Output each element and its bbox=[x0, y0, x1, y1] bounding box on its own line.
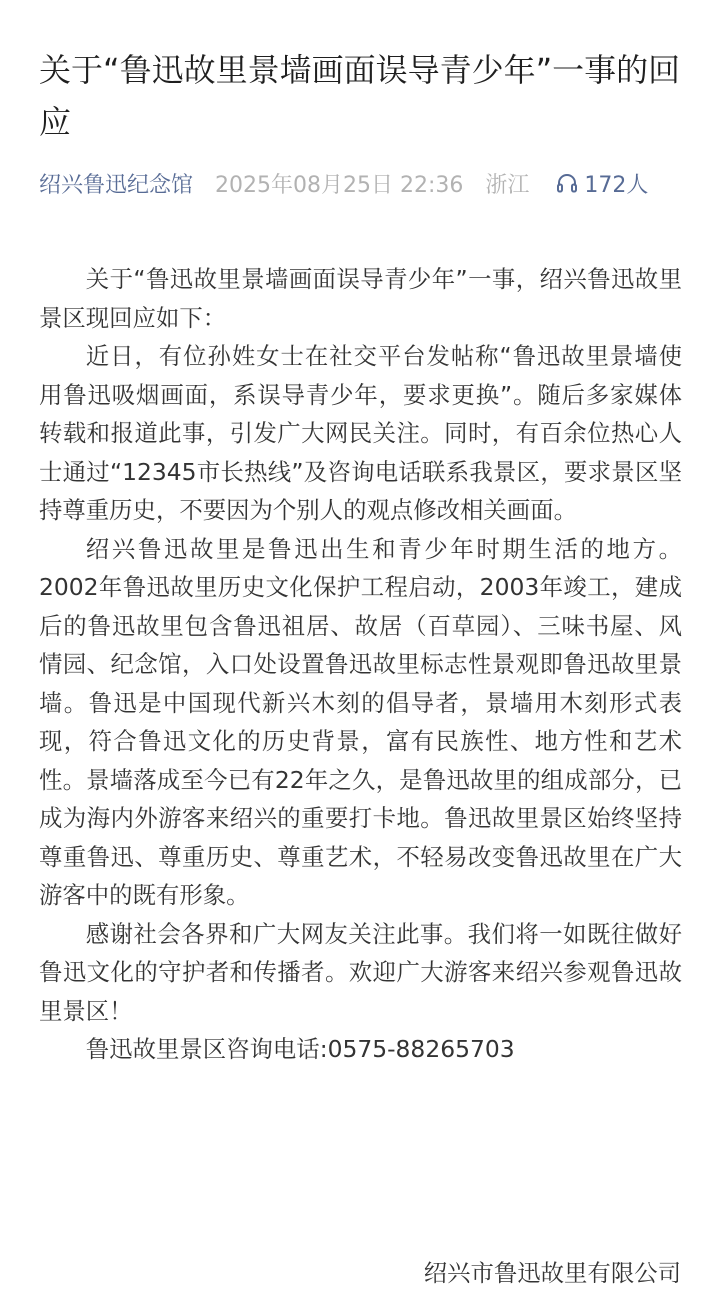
article-meta bbox=[39, 164, 648, 202]
paragraph: 近日，有位孙姓女士在社交平台发帖称“鲁迅故里景墙使用鲁迅吸烟画面，系误导青少年，要求更换”。随后多家媒体转载和报道此事，引发广大网民关注。同时，有百余位热心人士通过“12345市长热线”及咨询电话联系我景区，要求景区坚持尊重历史，不要因为个别人的观点修改相关画面。 bbox=[39, 342, 682, 524]
contact-phone: 鲁迅故里景区咨询电话:0575-88265703 bbox=[85, 1035, 515, 1063]
article-title: 关于“鲁迅故里景墙画面误导青少年”一事的回应 bbox=[39, 51, 681, 141]
headphones-icon bbox=[555, 171, 579, 195]
paragraph: 绍兴鲁迅故里是鲁迅出生和青少年时期生活的地方。2002年鲁迅故里历史文化保护工程启动，2003年竣工，建成后的鲁迅故里包含鲁迅祖居、故居（百草园）、三味书屋、风情园、纪念馆，入口处设置鲁迅故里标志性景观即鲁迅故里景墙。鲁迅是中国现代新兴木刻的倡导者，景墙用木刻形式表现，符合鲁迅文化的历史背景，富有民族性、地方性和艺术性。景墙落成至今已有22年之久，是鲁迅故里的组成部分，已成为海内外游客来绍兴的重要打卡地。鲁迅故里景区始终坚持尊重鲁迅、尊重历史、尊重艺术，不轻易改变鲁迅故里在广大游客中的既有形象。 bbox=[39, 534, 682, 909]
signature: 绍兴市鲁迅故里有限公司 bbox=[423, 1259, 681, 1287]
listen-button[interactable] bbox=[555, 168, 648, 199]
paragraph: 关于“鲁迅故里景墙画面误导青少年”一事，绍兴鲁迅故里景区现回应如下： bbox=[39, 265, 682, 332]
publish-time: 2025年08月25日 22:36 bbox=[215, 172, 464, 198]
publish-region: 浙江 bbox=[485, 172, 530, 198]
article-content bbox=[39, 260, 682, 1069]
account-name-link[interactable]: 绍兴鲁迅纪念馆 bbox=[39, 172, 194, 198]
paragraph: 感谢社会各界和广大网友关注此事。我们将一如既往做好鲁迅文化的守护者和传播者。欢迎广大游客来绍兴参观鲁迅故里景区！ bbox=[39, 919, 682, 1025]
listen-count: 172人 bbox=[584, 172, 649, 198]
